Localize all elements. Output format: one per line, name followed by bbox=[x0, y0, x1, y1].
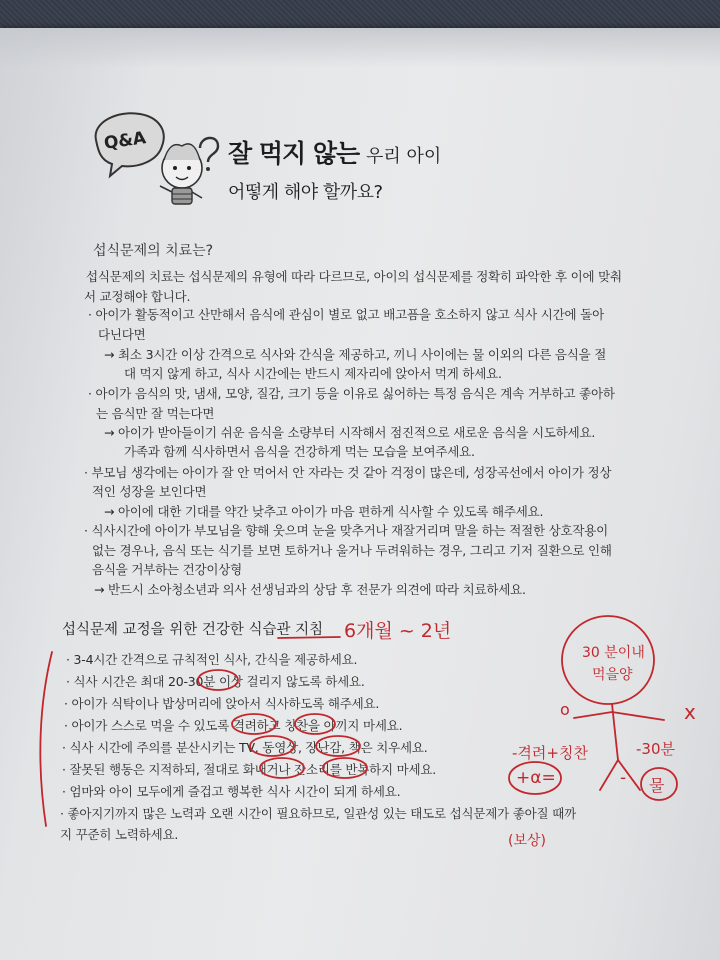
intro-line: 섭식문제의 치료는 섭식문제의 유형에 따라 다르므로, 아이의 섭식문제를 정확히 파악한 후 이에 맞춰 bbox=[86, 269, 622, 284]
handwritten-age-note: 6개월 ~ 2년 bbox=[344, 620, 452, 642]
qa-badge-label: Q&A bbox=[102, 128, 148, 154]
case-line: → 최소 3시간 이상 간격으로 식사와 간식을 제공하고, 끼니 사이에는 물 이외의 다른 음식을 절 bbox=[104, 347, 607, 362]
case-line: · 아이가 음식의 맛, 냄새, 모양, 질감, 크기 등을 이유로 싫어하는 특정 음식은 계속 거부하고 좋아하 bbox=[88, 386, 615, 401]
guideline-item: · 잘못된 행동은 지적하되, 절대로 화내거나 잔소리를 반복하지 마세요. bbox=[62, 762, 437, 777]
intro-line: 서 교정해야 합니다. bbox=[84, 289, 191, 304]
handwritten-alpha-note: +α= bbox=[516, 768, 556, 788]
guideline-item: 지 꾸준히 노력하세요. bbox=[60, 827, 179, 842]
handwritten-reward-note: (보상) bbox=[508, 833, 546, 849]
page-title-rest: 우리 아이 bbox=[366, 146, 442, 167]
case-line: 없는 경우나, 음식 또는 식기를 보면 토하거나 울거나 두려워하는 경우, 그리고 기저 질환으로 인해 bbox=[92, 543, 612, 558]
handwritten-water-note: 물 bbox=[649, 776, 665, 795]
case-line: → 아이에 대한 기대를 약간 낮추고 아이가 마음 편하게 식사할 수 있도록 해주세요. bbox=[104, 504, 544, 519]
guideline-item: · 식사 시간은 최대 20-30분 이상 걸리지 않도록 하세요. bbox=[66, 674, 365, 689]
left-bracket-mark bbox=[40, 652, 52, 826]
case-line: 대 먹지 않게 하고, 식사 시간에는 반드시 제자리에 앉아서 먹게 하세요. bbox=[124, 366, 502, 381]
circle-mark bbox=[232, 714, 276, 734]
section2-heading: 섭식문제 교정을 위한 건강한 식습관 지침 bbox=[62, 622, 324, 638]
handwritten-head-note: 먹을양 bbox=[592, 667, 633, 683]
case-line: 적인 성장을 보인다면 bbox=[92, 484, 207, 499]
handwritten-right-note: -30분 bbox=[636, 740, 675, 758]
circle-mark bbox=[250, 736, 294, 756]
guideline-item: · 좋아지기까지 많은 노력과 오랜 시간이 필요하므로, 일관성 있는 태도로 섭식문제가 좋아질 때까 bbox=[60, 806, 576, 821]
handwritten-mark-o: o bbox=[560, 700, 570, 719]
handwritten-mark-x: x bbox=[684, 700, 696, 724]
circle-mark bbox=[295, 714, 335, 734]
section1-heading: 섭식문제의 치료는? bbox=[93, 243, 214, 259]
case-line: 는 음식만 잘 먹는다면 bbox=[96, 406, 215, 421]
handwritten-head-note: 30 분이내 bbox=[582, 645, 645, 661]
case-line: 음식을 거부하는 건강이상형 bbox=[92, 562, 243, 577]
case-line: · 아이가 활동적이고 산만해서 음식에 관심이 별로 없고 배고픔을 호소하지 않고 식사 시간에 돌아 bbox=[88, 307, 604, 322]
handwritten-left-note: -격려+칭찬 bbox=[512, 744, 588, 762]
case-line: 가족과 함께 식사하면서 음식을 건강하게 먹는 모습을 보여주세요. bbox=[124, 444, 475, 459]
case-line: · 식사시간에 아이가 부모님을 향해 웃으며 눈을 맞추거나 재잘거리며 말을 하는 적절한 상호작용이 bbox=[84, 523, 609, 538]
circle-mark bbox=[323, 758, 367, 778]
page-title-line2: 어떻게 해야 할까요? bbox=[228, 182, 383, 203]
case-line: 다닌다면 bbox=[98, 327, 146, 342]
circle-mark bbox=[316, 736, 360, 756]
case-line: → 아이가 받아들이기 쉬운 음식을 소량부터 시작해서 점진적으로 새로운 음식을 시도하세요. bbox=[104, 425, 596, 440]
guideline-item: · 엄마와 아이 모두에게 즐겁고 행복한 식사 시간이 되게 하세요. bbox=[62, 784, 401, 799]
guideline-item: · 아이가 식탁이나 밥상머리에 앉아서 식사하도록 해주세요. bbox=[64, 696, 380, 711]
handwritten-dash: - bbox=[620, 768, 627, 788]
guideline-item: · 식사 시간에 주의를 분산시키는 TV, 동영상, 장난감, 책은 치우세요. bbox=[62, 740, 428, 755]
underline-mark bbox=[278, 637, 340, 638]
circle-mark bbox=[260, 758, 304, 778]
circle-mark bbox=[198, 670, 238, 690]
case-line: · 부모님 생각에는 아이가 잘 안 먹어서 안 자라는 것 같아 걱정이 많은데, 성장곡선에서 아이가 정상 bbox=[84, 465, 612, 480]
stick-figure-arms bbox=[574, 712, 664, 720]
guideline-item: · 아이가 스스로 먹을 수 있도록 격려하고 칭찬을 아끼지 마세요. bbox=[64, 718, 403, 733]
page-title-bold: 잘 먹지 않는 bbox=[228, 139, 360, 168]
guideline-item: · 3-4시간 간격으로 규칙적인 식사, 간식을 제공하세요. bbox=[66, 652, 358, 667]
case-line: → 반드시 소아청소년과 의사 선생님과의 상담 후 전문가 의견에 따라 치료하세요. bbox=[94, 582, 526, 597]
